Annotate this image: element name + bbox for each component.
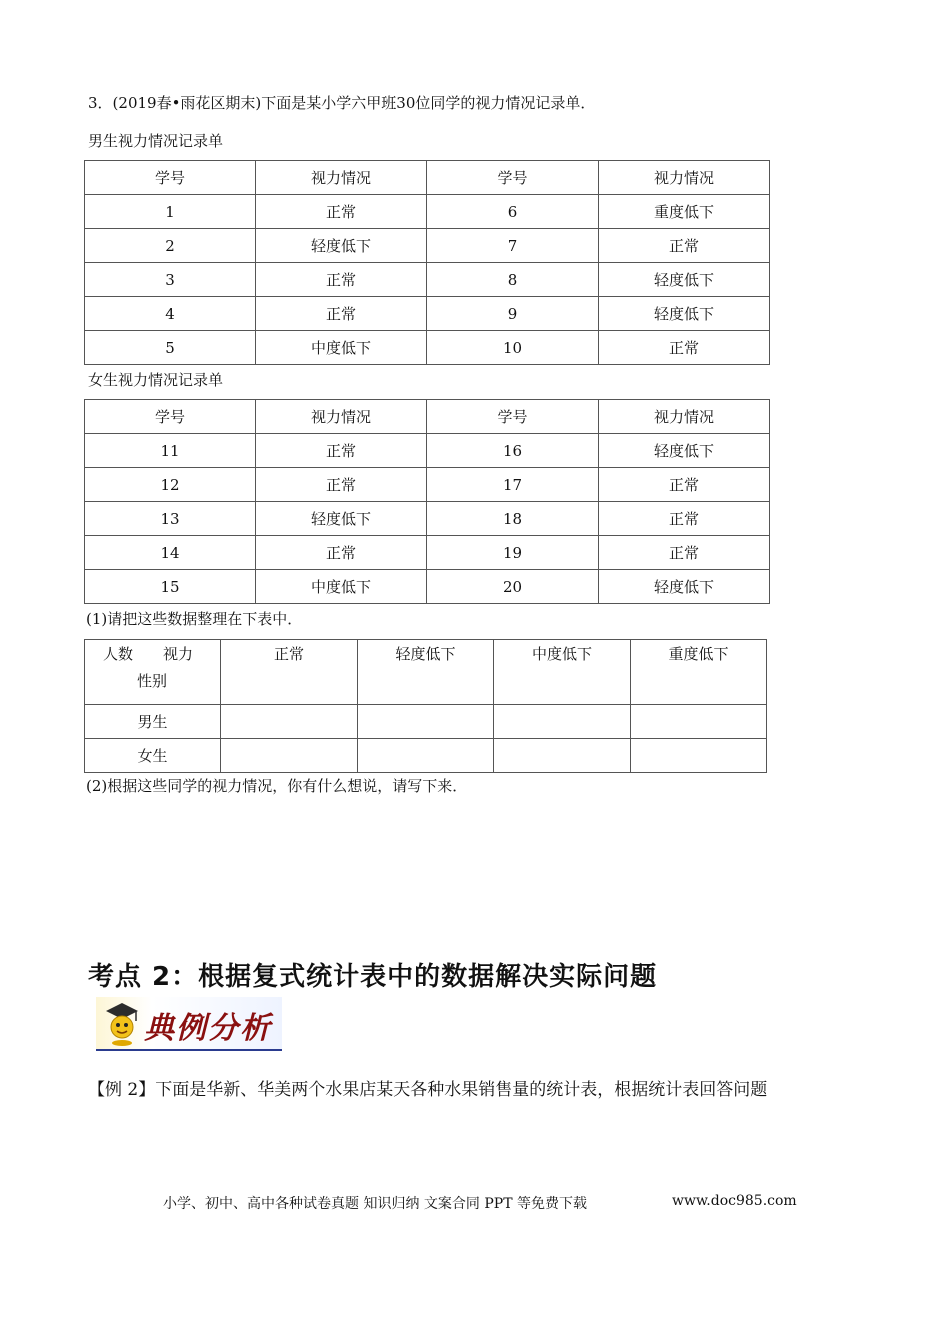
table-cell: 正常 bbox=[256, 468, 427, 502]
table-cell: 16 bbox=[427, 434, 599, 468]
table-row bbox=[85, 263, 770, 297]
table-cell: 17 bbox=[427, 468, 599, 502]
header-cell: 正常 bbox=[221, 640, 358, 705]
table-cell: 正常 bbox=[256, 195, 427, 229]
header-cell: 视力情况 bbox=[256, 161, 427, 195]
header-cell: 视力情况 bbox=[256, 400, 427, 434]
girls-table-caption: 女生视力情况记录单 bbox=[88, 371, 224, 389]
table-row bbox=[85, 297, 770, 331]
answer-cell[interactable] bbox=[358, 739, 494, 773]
table-cell: 轻度低下 bbox=[256, 229, 427, 263]
header-cell: 视力情况 bbox=[599, 161, 770, 195]
table-cell: 轻度低下 bbox=[599, 263, 770, 297]
table-cell: 19 bbox=[427, 536, 599, 570]
answer-cell[interactable] bbox=[494, 705, 631, 739]
table-cell: 6 bbox=[427, 195, 599, 229]
table-cell: 正常 bbox=[599, 502, 770, 536]
header-cell: 轻度低下 bbox=[358, 640, 494, 705]
question-title: 3．(2019春•雨花区期末)下面是某小学六甲班30位同学的视力情况记录单． bbox=[88, 94, 596, 112]
girls-vision-table bbox=[84, 399, 770, 604]
answer-cell[interactable] bbox=[358, 705, 494, 739]
table-cell: 3 bbox=[85, 263, 256, 297]
scholar-mascot-icon bbox=[98, 999, 142, 1047]
answer-cell[interactable] bbox=[221, 705, 358, 739]
table-header-row bbox=[85, 161, 770, 195]
table-cell: 正常 bbox=[599, 331, 770, 365]
example-text: 【例 2】下面是华新、华美两个水果店某天各种水果销售量的统计表，根据统计表回答问题 bbox=[88, 1080, 768, 1100]
logo-text: 典例分析 bbox=[144, 1011, 272, 1046]
boys-vision-table bbox=[84, 160, 770, 365]
header-cell: 学号 bbox=[427, 161, 599, 195]
corner-cell bbox=[85, 640, 221, 705]
table-cell: 中度低下 bbox=[256, 570, 427, 604]
table-cell: 20 bbox=[427, 570, 599, 604]
answer-cell[interactable] bbox=[494, 739, 631, 773]
header-cell: 学号 bbox=[85, 400, 256, 434]
table-cell: 14 bbox=[85, 536, 256, 570]
boys-table-caption: 男生视力情况记录单 bbox=[88, 132, 224, 150]
table-cell: 5 bbox=[85, 331, 256, 365]
table-header-row bbox=[85, 400, 770, 434]
table-cell: 正常 bbox=[256, 434, 427, 468]
table-cell: 正常 bbox=[256, 263, 427, 297]
table-row bbox=[85, 739, 767, 773]
row-label: 女生 bbox=[85, 739, 221, 773]
table-cell: 正常 bbox=[599, 229, 770, 263]
row-label: 男生 bbox=[85, 705, 221, 739]
table-row bbox=[85, 536, 770, 570]
summary-table bbox=[84, 639, 767, 773]
table-cell: 11 bbox=[85, 434, 256, 468]
table-cell: 轻度低下 bbox=[599, 297, 770, 331]
table-cell: 8 bbox=[427, 263, 599, 297]
table-cell: 正常 bbox=[599, 468, 770, 502]
table-cell: 轻度低下 bbox=[599, 570, 770, 604]
footer-text: 小学、初中、高中各种试卷真题 知识归纳 文案合同 PPT 等免费下载 bbox=[163, 1196, 587, 1212]
table-row bbox=[85, 468, 770, 502]
corner-bottom-label: 性别 bbox=[137, 672, 168, 690]
header-cell: 中度低下 bbox=[494, 640, 631, 705]
header-cell: 视力情况 bbox=[599, 400, 770, 434]
table-cell: 重度低下 bbox=[599, 195, 770, 229]
table-row bbox=[85, 705, 767, 739]
table-cell: 正常 bbox=[256, 297, 427, 331]
answer-cell[interactable] bbox=[631, 739, 767, 773]
table-cell: 9 bbox=[427, 297, 599, 331]
header-cell: 学号 bbox=[427, 400, 599, 434]
table-cell: 4 bbox=[85, 297, 256, 331]
summary-header-row bbox=[85, 640, 767, 705]
part2-instruction: (2)根据这些同学的视力情况，你有什么想说，请写下来． bbox=[86, 777, 468, 795]
table-row bbox=[85, 331, 770, 365]
table-row bbox=[85, 229, 770, 263]
table-cell: 轻度低下 bbox=[256, 502, 427, 536]
answer-cell[interactable] bbox=[221, 739, 358, 773]
answer-cell[interactable] bbox=[631, 705, 767, 739]
table-cell: 12 bbox=[85, 468, 256, 502]
table-cell: 正常 bbox=[599, 536, 770, 570]
table-cell: 15 bbox=[85, 570, 256, 604]
section-heading: 考点 2：根据复式统计表中的数据解决实际问题 bbox=[88, 962, 658, 992]
example-analysis-logo bbox=[96, 997, 282, 1051]
table-cell: 2 bbox=[85, 229, 256, 263]
table-cell: 13 bbox=[85, 502, 256, 536]
corner-top-label: 人数 视力 bbox=[103, 645, 194, 663]
header-cell: 重度低下 bbox=[631, 640, 767, 705]
footer-url[interactable]: www.doc985.com bbox=[672, 1193, 797, 1209]
table-row bbox=[85, 434, 770, 468]
header-cell: 学号 bbox=[85, 161, 256, 195]
table-cell: 18 bbox=[427, 502, 599, 536]
table-cell: 1 bbox=[85, 195, 256, 229]
part1-instruction: (1)请把这些数据整理在下表中． bbox=[86, 610, 303, 628]
table-cell: 轻度低下 bbox=[599, 434, 770, 468]
table-row bbox=[85, 502, 770, 536]
table-cell: 中度低下 bbox=[256, 331, 427, 365]
table-cell: 10 bbox=[427, 331, 599, 365]
table-cell: 7 bbox=[427, 229, 599, 263]
table-cell: 正常 bbox=[256, 536, 427, 570]
table-row bbox=[85, 570, 770, 604]
table-row bbox=[85, 195, 770, 229]
